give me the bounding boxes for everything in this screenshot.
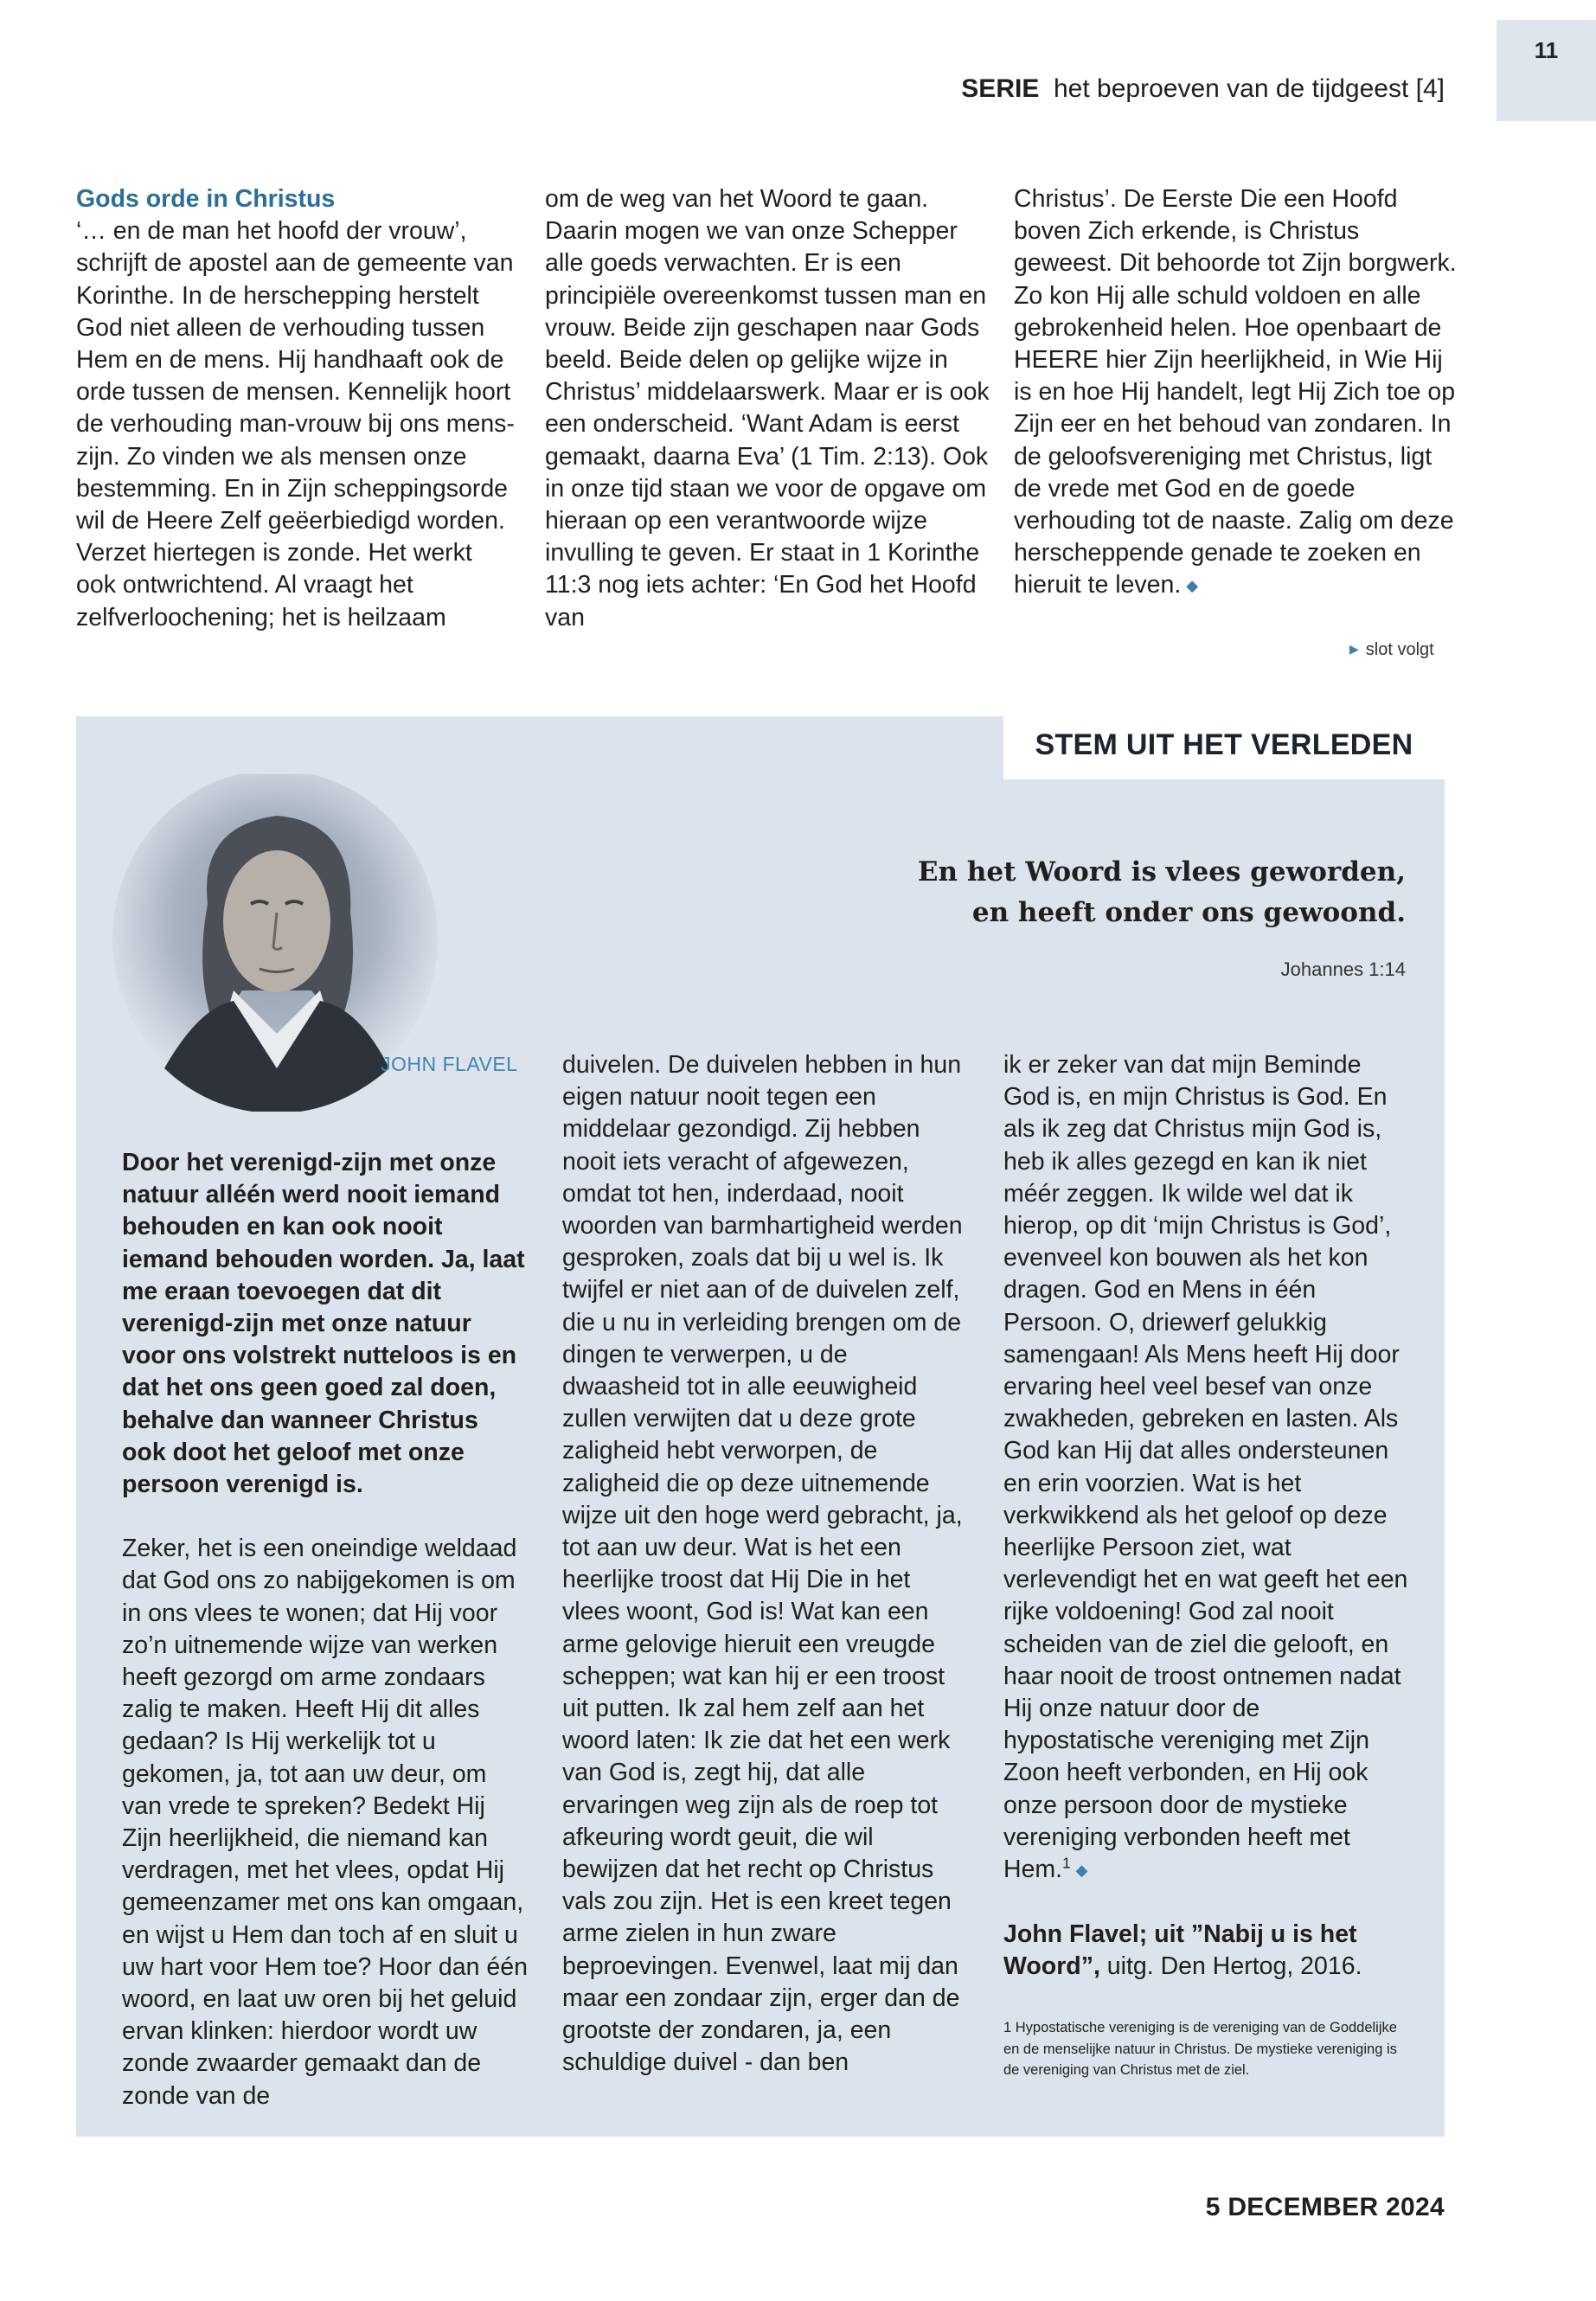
page-number-tab <box>1497 20 1596 121</box>
box-end-diamond-icon: ◆ <box>1075 1862 1088 1880</box>
article-subhead: Gods orde in Christus <box>76 185 336 213</box>
article-text-3: Christus’. De Eerste Die een Hoofd boven Zich erkende, is Christus geweest. Dit behoorde tot Zijn borgwerk. Zo kon Hij alle schuld voldoen en alle gebrokenheid helen. Hoe openbaart de HEERE hier Zijn heerlijkheid, in Wie Hij is en hoe Hij handelt, legt Hij Zich toe op Zijn eer en het behoud van zondaren. In de geloofsvereniging met Christus, ligt de vrede met God en de goede verhouding tot de naaste. Zalig om deze herscheppende genade te zoeken en hieruit te leven. <box>1014 185 1457 599</box>
quote-line-1: En het Woord is vlees geworden, <box>917 856 1406 888</box>
end-diamond-icon: ◆ <box>1186 577 1199 595</box>
play-triangle-icon: ▶ <box>1349 642 1359 656</box>
citation-title: John Flavel; uit ”Nabij u is het Woord”, <box>1003 1920 1357 1981</box>
article-text-1: ‘… en de man het hoofd der vrouw’, schrijft de apostel aan de gemeente van Korinthe. In de herschepping herstelt God niet alleen de verhouding tussen Hem en de mens. Hij handhaaft ook de orde tussen de mensen. Kennelijk hoort de verhouding man-vrouw bij ons mens-zijn. Zo vinden we als mensen onze bestemming. En in Zijn scheppingsorde wil de Heere Zelf geëerbiedigd worden. Verzet hiertegen is zonde. Het werkt ook ontwrichtend. Al vraagt het zelfverloochening; het is heilzaam <box>76 217 515 631</box>
box-column-1 <box>122 1147 529 2112</box>
footnote: 1 Hypostatische vereniging is de vereniging van de Goddelijke en de menselijke natuur in Christus. De mystieke vereniging is de vereniging van Christus met de ziel. <box>1003 2020 1397 2078</box>
box-text-2: duivelen. De duivelen hebben in hun eigen natuur nooit tegen een middelaar gezondigd. Zij hebben nooit iets veracht of afgewezen, omdat tot hen, inderdaad, nooit woorden van barmhartigheid werden gesproken, zoals dat bij u wel is. Ik twijfel er niet aan of de duivelen zelf, die u nu in verleiding brengen om de dingen te verwerpen, u de dwaasheid tot in alle eeuwigheid zullen verwijten dat u deze grote zaligheid hebt verworpen, de zaligheid die op deze uitnemende wijze uit den hoge werd gebracht, ja, tot aan uw deur. Wat is het een heerlijke troost dat Hij Die in het vlees woont, God is! Wat kan een arme gelovige hieruit een vreugde scheppen; wat kan hij er een troost uit putten. Ik zal hem zelf aan het woord laten: Ik zie dat het een werk van God is, zegt hij, dat alle ervaringen weg zijn als de roep tot afkeuring wordt geuit, die wil bewijzen dat het recht op Christus vals zou zijn. Het is een kreet tegen arme zielen in hun zware beproevingen. Evenwel, laat mij dan maar een zondaar zijn, erger dan de grootste der zondaren, ja, een schuldige duivel - dan ben <box>562 1051 963 2077</box>
article-column-2 <box>545 183 995 634</box>
box-text-3: ik er zeker van dat mijn Beminde God is, en mijn Christus is God. En als ik zeg dat Christus mijn God is, heb ik alles gezegd en kan ik niet méér zeggen. Ik wilde wel dat ik hierop, op dit ‘mijn Christus is God’, evenveel kon bouwen als het kon dragen. God en Mens in één Persoon. O, driewerf gelukkig samengaan! Als Mens heeft Hij door ervaring heel veel besef van onze zwakheden, gebreken en lasten. Als God kan Hij dat alles ondersteunen en erin voorzien. Wat is het verkwikkend als het geloof op deze heerlijke Persoon ziet, wat verlevendigt het en wat geeft het een rijke voldoening! God zal nooit scheiden van de ziel die gelooft, en haar nooit de troost ontnemen nadat Hij onze natuur door de hypostatische vereniging met Zijn Zoon heeft verbonden, en Hij ook onze persoon door de mystieke vereniging verbonden heeft met Hem. <box>1003 1051 1408 1884</box>
box-column-2 <box>562 1049 969 2080</box>
article-column-3 <box>1014 183 1464 603</box>
issue-date: 5 DECEMBER 2024 <box>1205 2193 1445 2221</box>
series-header <box>961 74 1445 104</box>
box-text-1: Zeker, het is een oneindige weldaad dat God ons zo nabijgekomen is om in ons vlees te wonen; dat Hij voor zo’n uitnemende wijze van werken heeft gezorgd om arme zondaars zalig te maken. Heeft Hij dit alles gedaan? Is Hij werkelijk tot u gekomen, ja, tot aan uw deur, om van vrede te spreken? Bedekt Hij Zijn heerlijkheid, die niemand kan verdragen, met het vlees, opdat Hij gemeenzamer met ons kan omgaan, en wijst u Hem dan toch af en sluit u uw hart voor Hem toe? Hoor dan één woord, en laat uw oren bij het geluid ervan klinken: hierdoor wordt uw zonde zwaarder gemaakt dan de zonde van de <box>122 1535 528 2110</box>
continued-note <box>1349 640 1434 660</box>
page-number: 11 <box>1534 37 1559 63</box>
citation-publisher: uitg. Den Hertog, 2016. <box>1106 1952 1362 1981</box>
scripture-quote <box>800 852 1406 933</box>
portrait-caption: JOHN FLAVEL <box>381 1053 518 1075</box>
footnote-ref: 1 <box>1062 1855 1071 1872</box>
box-heading: STEM UIT HET VERLEDEN <box>1003 716 1445 779</box>
source-citation <box>1003 1919 1410 1983</box>
series-title: het beproeven van de tijdgeest [4] <box>1054 74 1445 103</box>
box-column-3 <box>1003 1049 1410 1984</box>
quote-line-2: en heeft onder ons gewoond. <box>971 897 1406 928</box>
continued-text: slot volgt <box>1365 640 1434 659</box>
article-column-1 <box>76 183 517 634</box>
series-label: SERIE <box>961 74 1040 103</box>
box-lead-text: Door het verenigd-zijn met onze natuur alléén werd nooit iemand behouden en kan ook nooit iemand behouden worden. Ja, laat me eraan toevoegen dat dit verenigd-zijn met onze natuur voor ons volstrekt nutteloos is en dat het ons geen goed zal doen, behalve dan wanneer Christus ook doot het geloof met onze persoon verenigd is. <box>122 1149 525 1499</box>
quote-reference: Johannes 1:14 <box>1280 958 1406 980</box>
article-text-2: om de weg van het Woord te gaan. Daarin mogen we van onze Schepper alle goeds verwachten. Er is een principiële overeenkomst tussen man en vrouw. Beide zijn geschapen naar Gods beeld. Beide delen op gelijke wijze in Christus’ middelaarswerk. Maar er is ook een onderscheid. ‘Want Adam is eerst gemaakt, daarna Eva’ (1 Tim. 2:13). Ook in onze tijd staan we voor de opgave om hieraan op een verantwoorde wijze invulling te geven. Er staat in 1 Korinthe 11:3 nog iets achter: ‘En God het Hoofd van <box>545 185 990 631</box>
